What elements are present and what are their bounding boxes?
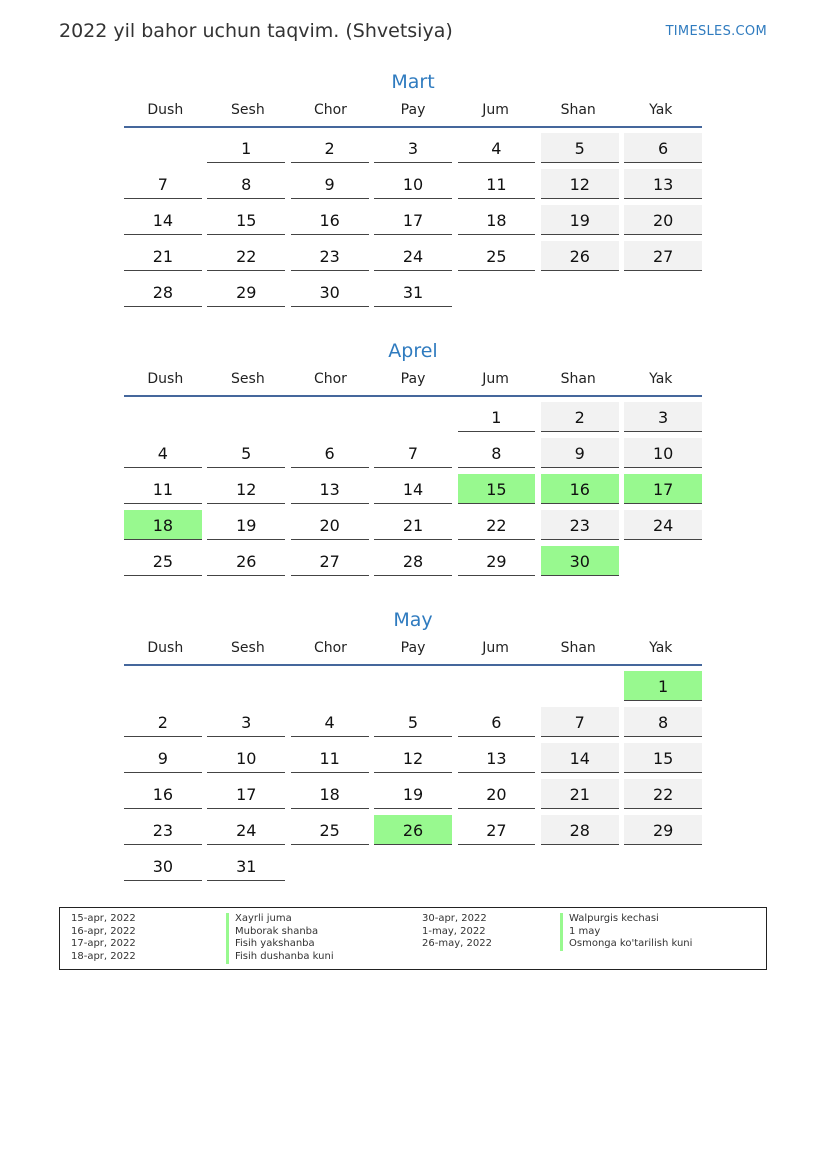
legend-holiday-name: 1 may [560, 926, 692, 939]
legend-holiday-name: Osmonga ko'tarilish kuni [560, 938, 692, 951]
day-cell: 3 [207, 707, 285, 737]
day-cell: 21 [541, 779, 619, 809]
weekday-label: Sesh [231, 102, 265, 118]
day-cell: 7 [374, 438, 452, 468]
day-cell: 12 [207, 474, 285, 504]
empty-cell [124, 402, 202, 432]
day-cell: 6 [458, 707, 536, 737]
day-cell: 17 [374, 205, 452, 235]
holiday-day-cell: 1 [624, 671, 702, 701]
day-cell: 1 [207, 133, 285, 163]
day-cell: 21 [124, 241, 202, 271]
day-cell: 5 [207, 438, 285, 468]
week-row [124, 205, 702, 241]
day-cell: 2 [291, 133, 369, 163]
legend-dates-left [71, 913, 136, 964]
day-cell: 28 [374, 546, 452, 576]
day-cell: 3 [624, 402, 702, 432]
day-cell: 6 [624, 133, 702, 163]
weekday-label: Dush [147, 371, 184, 387]
week-row [124, 241, 702, 277]
day-cell: 1 [458, 402, 536, 432]
week-row [124, 707, 702, 743]
week-row [124, 546, 702, 582]
day-cell: 2 [124, 707, 202, 737]
day-cell: 16 [124, 779, 202, 809]
legend-date: 18-apr, 2022 [71, 951, 136, 963]
day-cell: 24 [374, 241, 452, 271]
day-cell: 25 [291, 815, 369, 845]
weekday-label: Jum [482, 371, 509, 387]
weekday-label: Chor [313, 640, 347, 656]
day-cell: 23 [124, 815, 202, 845]
day-cell: 22 [207, 241, 285, 271]
empty-cell [458, 277, 536, 307]
holiday-legend [59, 907, 767, 970]
day-cell: 29 [207, 277, 285, 307]
page-title: 2022 yil bahor uchun taqvim. (Shvetsiya) [59, 20, 453, 42]
day-cell: 31 [374, 277, 452, 307]
empty-cell [541, 851, 619, 881]
day-cell: 30 [124, 851, 202, 881]
week-row [124, 779, 702, 815]
empty-cell [207, 402, 285, 432]
legend-holiday-name: Fisih dushanba kuni [226, 951, 334, 964]
holiday-day-cell: 18 [124, 510, 202, 540]
day-cell: 5 [374, 707, 452, 737]
legend-holiday-name: Walpurgis kechasi [560, 913, 692, 926]
legend-date: 16-apr, 2022 [71, 925, 136, 937]
day-cell: 20 [458, 779, 536, 809]
holiday-day-cell: 16 [541, 474, 619, 504]
weekday-label: Chor [313, 371, 347, 387]
day-cell: 14 [124, 205, 202, 235]
day-cell: 26 [541, 241, 619, 271]
weekday-label: Pay [400, 371, 426, 387]
day-cell: 4 [458, 133, 536, 163]
day-cell: 28 [124, 277, 202, 307]
holiday-day-cell: 15 [458, 474, 536, 504]
day-cell: 14 [541, 743, 619, 773]
day-cell: 5 [541, 133, 619, 163]
weekday-label: Pay [400, 102, 426, 118]
day-cell: 29 [624, 815, 702, 845]
weekday-header [124, 100, 702, 128]
weekday-label: Jum [482, 640, 509, 656]
weekday-header [124, 638, 702, 666]
day-cell: 22 [624, 779, 702, 809]
day-cell: 16 [291, 205, 369, 235]
day-cell: 9 [291, 169, 369, 199]
weekday-label: Yak [649, 102, 673, 118]
day-cell: 4 [124, 438, 202, 468]
day-cell: 20 [624, 205, 702, 235]
empty-cell [624, 277, 702, 307]
day-cell: 13 [624, 169, 702, 199]
weekday-label: Pay [400, 640, 426, 656]
day-cell: 17 [207, 779, 285, 809]
empty-cell [124, 133, 202, 163]
day-cell: 27 [291, 546, 369, 576]
week-row [124, 743, 702, 779]
day-cell: 10 [374, 169, 452, 199]
month-name: Mart [391, 71, 435, 93]
day-cell: 22 [458, 510, 536, 540]
weekday-label: Sesh [231, 371, 265, 387]
day-cell: 19 [541, 205, 619, 235]
legend-dates-right [422, 913, 492, 951]
day-cell: 19 [374, 779, 452, 809]
empty-cell [124, 671, 202, 701]
holiday-day-cell: 17 [624, 474, 702, 504]
weekday-label: Shan [560, 102, 596, 118]
month-block [124, 608, 702, 887]
legend-holiday-name: Fisih yakshanba [226, 938, 334, 951]
empty-cell [374, 402, 452, 432]
day-cell: 14 [374, 474, 452, 504]
holiday-day-cell: 26 [374, 815, 452, 845]
day-cell: 24 [624, 510, 702, 540]
brand-link[interactable]: TIMESLES.COM [665, 24, 767, 39]
day-cell: 11 [458, 169, 536, 199]
week-row [124, 133, 702, 169]
day-cell: 13 [458, 743, 536, 773]
day-cell: 9 [541, 438, 619, 468]
legend-names-left [226, 913, 334, 964]
weekday-label: Jum [482, 102, 509, 118]
week-row [124, 277, 702, 313]
day-cell: 11 [291, 743, 369, 773]
empty-cell [624, 546, 702, 576]
empty-cell [458, 671, 536, 701]
weeks-grid [124, 397, 702, 582]
weekday-label: Chor [313, 102, 347, 118]
empty-cell [291, 402, 369, 432]
empty-cell [207, 671, 285, 701]
day-cell: 4 [291, 707, 369, 737]
legend-date: 1-may, 2022 [422, 925, 486, 937]
day-cell: 23 [541, 510, 619, 540]
week-row [124, 438, 702, 474]
weekday-label: Yak [649, 640, 673, 656]
week-row [124, 169, 702, 205]
empty-cell [541, 277, 619, 307]
day-cell: 18 [458, 205, 536, 235]
month-name: May [393, 609, 433, 631]
legend-holiday-name: Xayrli juma [226, 913, 334, 926]
legend-date: 30-apr, 2022 [422, 913, 487, 924]
day-cell: 10 [624, 438, 702, 468]
day-cell: 26 [207, 546, 285, 576]
day-cell: 12 [374, 743, 452, 773]
weekday-label: Shan [560, 371, 596, 387]
day-cell: 19 [207, 510, 285, 540]
day-cell: 20 [291, 510, 369, 540]
week-row [124, 671, 702, 707]
day-cell: 6 [291, 438, 369, 468]
weekday-label: Yak [649, 371, 673, 387]
weekday-label: Shan [560, 640, 596, 656]
week-row [124, 474, 702, 510]
day-cell: 11 [124, 474, 202, 504]
week-row [124, 402, 702, 438]
day-cell: 25 [458, 241, 536, 271]
weekday-header [124, 369, 702, 397]
empty-cell [374, 671, 452, 701]
day-cell: 15 [207, 205, 285, 235]
day-cell: 8 [458, 438, 536, 468]
month-block [124, 339, 702, 582]
empty-cell [458, 851, 536, 881]
day-cell: 7 [124, 169, 202, 199]
empty-cell [374, 851, 452, 881]
day-cell: 2 [541, 402, 619, 432]
day-cell: 30 [291, 277, 369, 307]
weeks-grid [124, 666, 702, 887]
holiday-day-cell: 30 [541, 546, 619, 576]
empty-cell [291, 851, 369, 881]
legend-date: 17-apr, 2022 [71, 938, 136, 950]
weekday-label: Sesh [231, 640, 265, 656]
day-cell: 24 [207, 815, 285, 845]
day-cell: 27 [624, 241, 702, 271]
legend-date: 15-apr, 2022 [71, 913, 136, 924]
empty-cell [541, 671, 619, 701]
day-cell: 25 [124, 546, 202, 576]
day-cell: 7 [541, 707, 619, 737]
month-block [124, 70, 702, 313]
month-name: Aprel [388, 340, 438, 362]
empty-cell [624, 851, 702, 881]
day-cell: 15 [624, 743, 702, 773]
day-cell: 9 [124, 743, 202, 773]
day-cell: 31 [207, 851, 285, 881]
day-cell: 10 [207, 743, 285, 773]
weekday-label: Dush [147, 102, 184, 118]
legend-date: 26-may, 2022 [422, 938, 492, 950]
weekday-label: Dush [147, 640, 184, 656]
day-cell: 8 [207, 169, 285, 199]
day-cell: 13 [291, 474, 369, 504]
week-row [124, 510, 702, 546]
day-cell: 28 [541, 815, 619, 845]
day-cell: 8 [624, 707, 702, 737]
day-cell: 12 [541, 169, 619, 199]
day-cell: 27 [458, 815, 536, 845]
empty-cell [291, 671, 369, 701]
day-cell: 3 [374, 133, 452, 163]
day-cell: 29 [458, 546, 536, 576]
day-cell: 21 [374, 510, 452, 540]
day-cell: 18 [291, 779, 369, 809]
day-cell: 23 [291, 241, 369, 271]
legend-holiday-name: Muborak shanba [226, 926, 334, 939]
week-row [124, 815, 702, 851]
legend-names-right [560, 913, 692, 951]
weeks-grid [124, 128, 702, 313]
week-row [124, 851, 702, 887]
